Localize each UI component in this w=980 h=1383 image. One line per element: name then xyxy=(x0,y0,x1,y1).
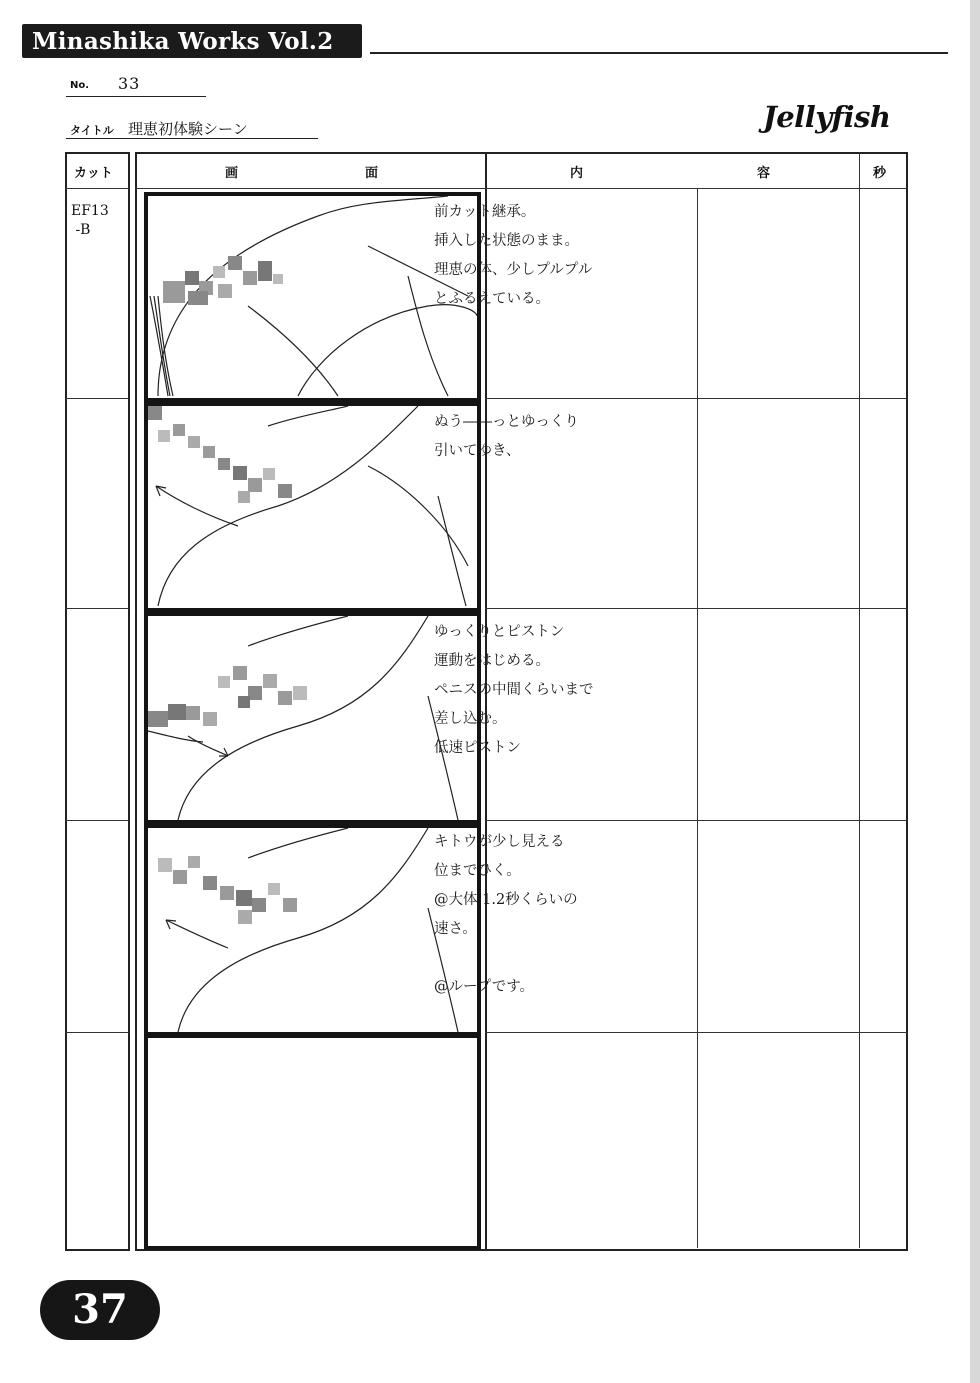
cut-row-rule xyxy=(65,1032,129,1033)
note-line: 前カット継承。 xyxy=(434,204,536,220)
storyboard-frame xyxy=(144,824,481,1036)
title-label: タイトル xyxy=(70,124,114,137)
panel-notes xyxy=(434,828,640,1002)
content-row-rule xyxy=(485,608,907,609)
note-line: ぬう――っとゆっくり xyxy=(434,414,579,430)
cut-header-rule xyxy=(65,188,129,189)
note-line: とふるえている。 xyxy=(434,291,550,307)
storyboard-frame xyxy=(144,192,481,402)
jellyfish-logo: Jellyfish xyxy=(763,100,891,134)
cut-column xyxy=(65,152,130,1251)
panel-notes xyxy=(434,198,640,314)
picture-header-rule xyxy=(135,188,486,189)
picture-header-1: 画 xyxy=(225,166,239,181)
page-edge-shadow xyxy=(970,0,980,1383)
note-line: ゆっくりとピストン xyxy=(434,624,565,640)
book-title-box xyxy=(22,24,362,58)
number-label: No. xyxy=(70,80,90,91)
note-line: 理恵の体、少しプルプル xyxy=(434,262,593,278)
content-header-2: 容 xyxy=(757,166,771,181)
note-line: 引いてゆき、 xyxy=(434,443,521,459)
seconds-divider xyxy=(859,152,860,1248)
content-divider xyxy=(697,189,698,1248)
storyboard-frame xyxy=(144,402,481,612)
frame-sketch xyxy=(148,616,477,820)
note-line: 運動をはじめる。 xyxy=(434,653,550,669)
title-underline xyxy=(66,138,318,139)
note-line xyxy=(434,944,640,973)
note-line: @大体 1.2秒くらいの xyxy=(434,892,578,908)
cut-row-rule xyxy=(65,398,129,399)
content-row-rule xyxy=(485,1032,907,1033)
seconds-header: 秒 xyxy=(873,166,887,181)
note-line: 低速ピストン xyxy=(434,740,521,756)
note-line: @ループです。 xyxy=(434,979,535,995)
header-rule xyxy=(370,52,948,54)
frame-sketch xyxy=(148,828,477,1032)
note-line: ペニスの中間くらいまで xyxy=(434,682,594,698)
storyboard-frame-empty xyxy=(144,1034,481,1250)
note-line: 挿入した状態のまま。 xyxy=(434,233,579,249)
content-row-rule xyxy=(485,820,907,821)
page-number-badge xyxy=(40,1280,160,1340)
content-header-1: 内 xyxy=(570,166,584,181)
content-row-rule xyxy=(485,398,907,399)
cut-row-rule xyxy=(65,608,129,609)
cut-header: カット xyxy=(74,166,113,181)
content-header-rule xyxy=(485,188,907,189)
panel-notes xyxy=(434,618,640,763)
frame-sketch xyxy=(148,406,477,608)
storyboard-frame xyxy=(144,612,481,824)
number-underline xyxy=(66,96,206,97)
title-value: 理恵初体験シーン xyxy=(128,120,248,138)
picture-header-2: 面 xyxy=(365,166,379,181)
page-number: 37 xyxy=(72,1286,128,1333)
note-line: キトウが少し見える xyxy=(434,834,565,850)
number-value: 33 xyxy=(118,74,141,93)
frame-sketch xyxy=(148,196,477,398)
note-line: 差し込む。 xyxy=(434,711,507,727)
panel-notes xyxy=(434,408,640,466)
book-title: Minashika Works Vol.2 xyxy=(32,28,334,55)
note-line: 速さ。 xyxy=(434,921,477,937)
cut-id: EF13 -B xyxy=(71,203,109,238)
note-line: 位までひく。 xyxy=(434,863,521,879)
cut-row-rule xyxy=(65,820,129,821)
